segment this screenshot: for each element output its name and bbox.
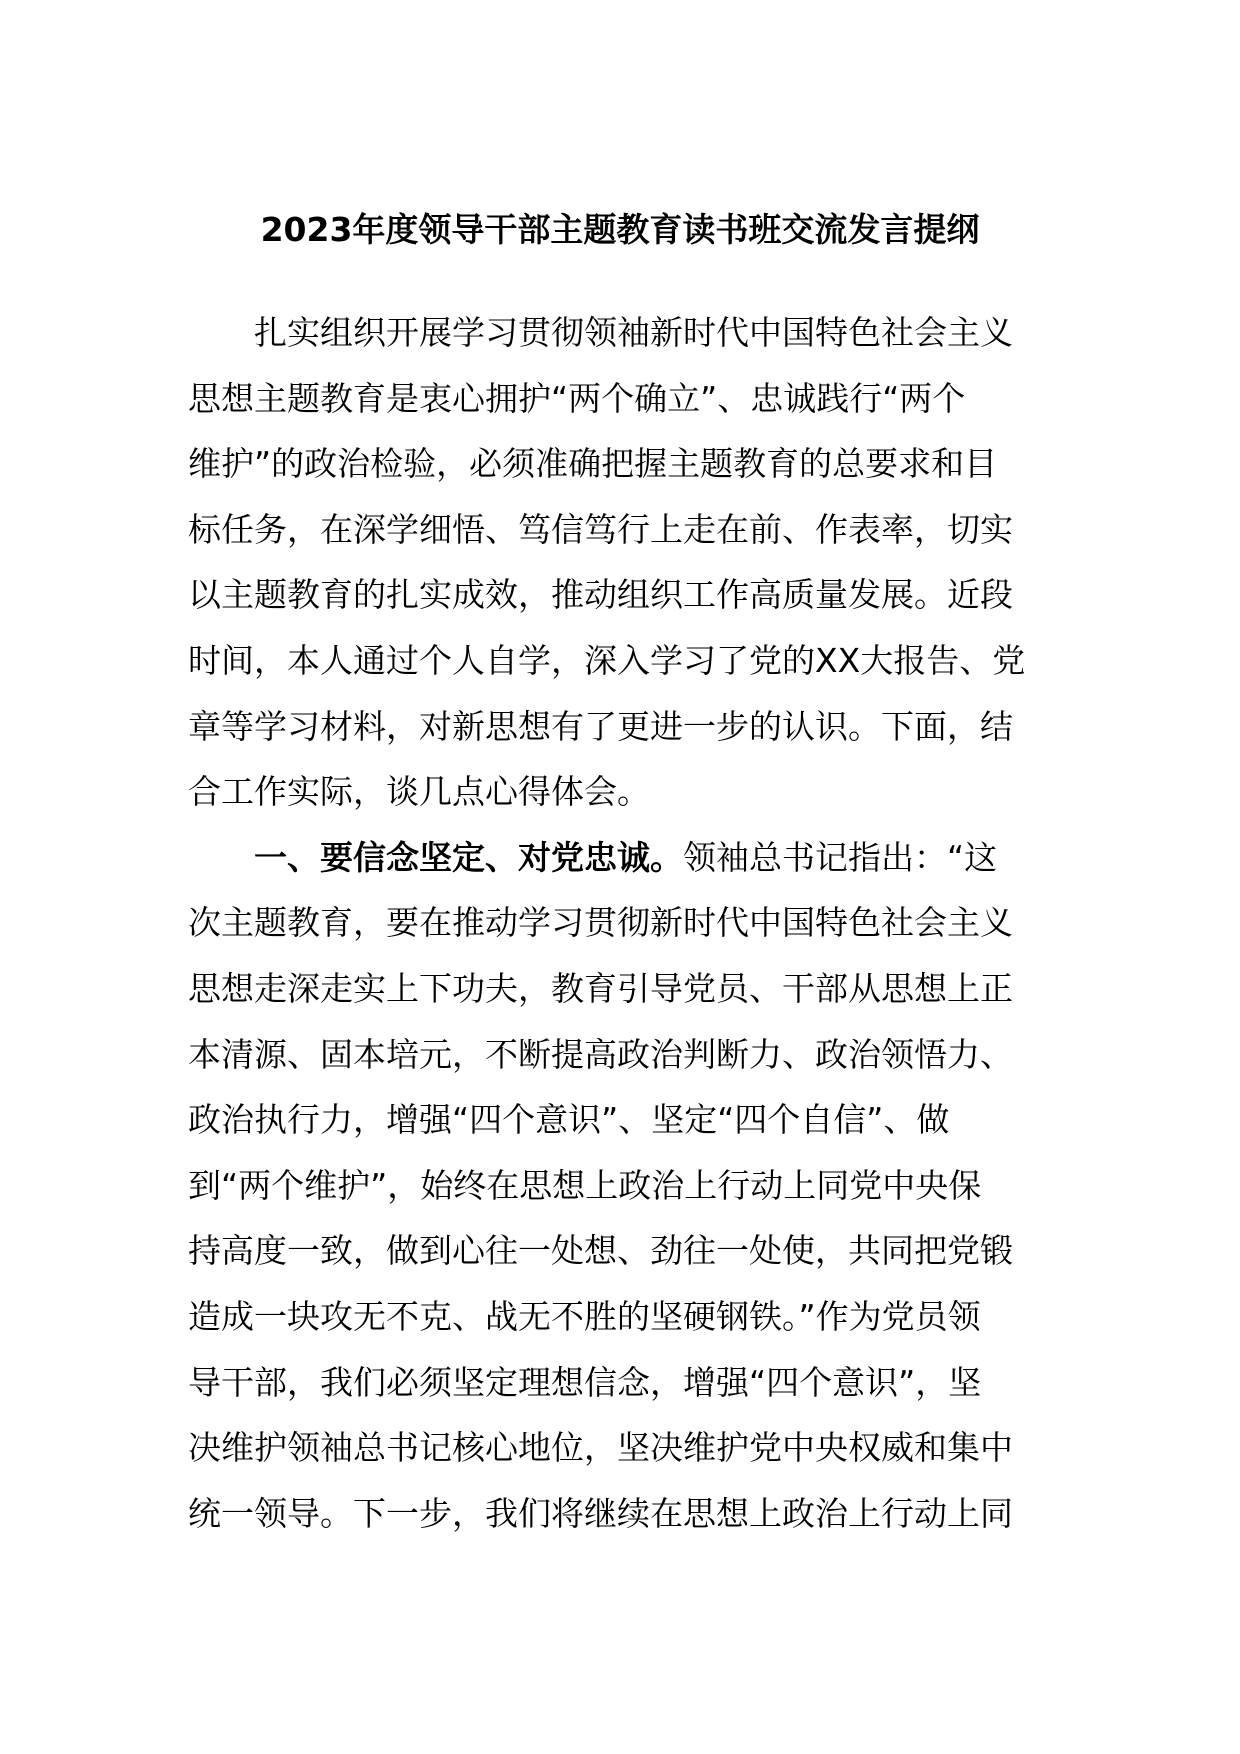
- paragraph-line: 扎实组织开展学习贯彻领袖新时代中国特色社会主义: [254, 313, 1013, 352]
- section-line: 统一领导。下一步，我们将继续在思想上政治上行动上同: [188, 1493, 1013, 1533]
- paragraph-line: 维护”的政治检验，必须准确把握主题教育的总要求和目: [188, 444, 998, 484]
- section-heading: 一、要信念坚定、对党忠诚。: [254, 837, 683, 877]
- section-line: 思想走深走实上下功夫，教育引导党员、干部从思想上正: [188, 968, 1013, 1008]
- paragraph-line: 合工作实际，谈几点心得体会。: [188, 772, 650, 812]
- section-line: 次主题教育，要在推动学习贯彻新时代中国特色社会主义: [188, 903, 1013, 943]
- document-title: 2023年度领导干部主题教育读书班交流发言提纲: [260, 210, 980, 249]
- section-line: 导干部，我们必须坚定理想信念，增强“四个意识”，坚: [188, 1362, 982, 1402]
- section-first-line-text: 领袖总书记指出：“这: [683, 837, 998, 877]
- section-line: 政治执行力，增强“四个意识”、坚定“四个自信”、做: [188, 1100, 950, 1140]
- paragraph-line: 以主题教育的扎实成效，推动组织工作高质量发展。近段: [188, 575, 1013, 615]
- paragraph-line: 标任务，在深学细悟、笃信笃行上走在前、作表率，切实: [188, 509, 1013, 549]
- paragraph-line: 思想主题教育是衷心拥护“两个确立”、忠诚践行“两个: [188, 378, 966, 418]
- section-first-line: [188, 825, 1052, 891]
- section-line: 持高度一致，做到心往一处想、劲往一处使，共同把党锻: [188, 1231, 1013, 1271]
- paragraph-line: 时间，本人通过个人自学，深入学习了党的XX大报告、党: [188, 640, 1026, 680]
- document-body: [188, 300, 1052, 1546]
- paragraph-line: 章等学习材料，对新思想有了更进一步的认识。下面，结: [188, 706, 1013, 746]
- section-line: 造成一块攻无不克、战无不胜的坚硬钢铁。”作为党员领: [188, 1296, 981, 1336]
- section-line: 到“两个维护”，始终在思想上政治上行动上同党中央保: [188, 1165, 982, 1205]
- section-line: 决维护领袖总书记核心地位，坚决维护党中央权威和集中: [188, 1428, 1013, 1468]
- section-line: 本清源、固本培元，不断提高政治判断力、政治领悟力、: [188, 1034, 1013, 1074]
